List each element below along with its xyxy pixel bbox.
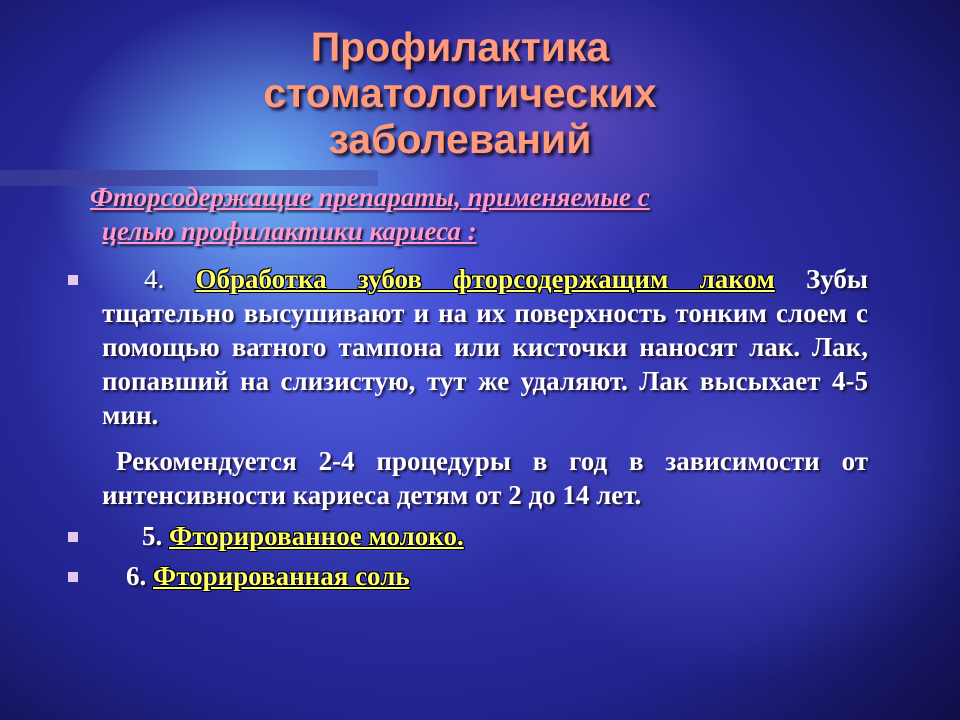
square-bullet-icon — [68, 532, 78, 542]
item-4-note — [102, 444, 868, 512]
title-line-3: заболеваний — [328, 116, 592, 162]
item-4-note-text: Рекомендуется 2-4 процедуры в год в зависимости от интенсивности кариеса детям от 2 до 14 лет. — [102, 446, 868, 510]
item-4-highlight: Обработка зубов фторсодержащим лаком — [195, 264, 775, 294]
square-bullet-icon — [68, 275, 78, 285]
item-4-text: Зубы тщательно высушивают и на их поверхность тонким слоем с помощью ватного тампона или кисточки наносят лак. Лак, попавший на слизистую, тут же удаляют. Лак высыхает 4-5 мин. — [102, 264, 869, 430]
square-bullet-icon — [68, 572, 78, 582]
title-line-1: Профилактика — [310, 24, 610, 70]
item-5-highlight: Фторированное молоко. — [169, 521, 464, 551]
list-item-4 — [102, 262, 868, 432]
list-item-5 — [142, 519, 908, 553]
slide-subtitle — [90, 180, 870, 248]
item-6-highlight: Фторированная соль — [153, 561, 410, 591]
slide-title — [150, 24, 770, 162]
subtitle-line-1: Фторсодержащие препараты, применяемые с — [90, 182, 650, 212]
list-item-6 — [126, 559, 892, 593]
item-4-number: 4. — [144, 264, 165, 294]
item-5-number: 5. — [142, 521, 163, 551]
item-6-number: 6. — [126, 561, 147, 591]
subtitle-line-2: целью профилактики кариеса : — [102, 216, 477, 246]
title-line-2: стоматологических — [263, 70, 657, 116]
